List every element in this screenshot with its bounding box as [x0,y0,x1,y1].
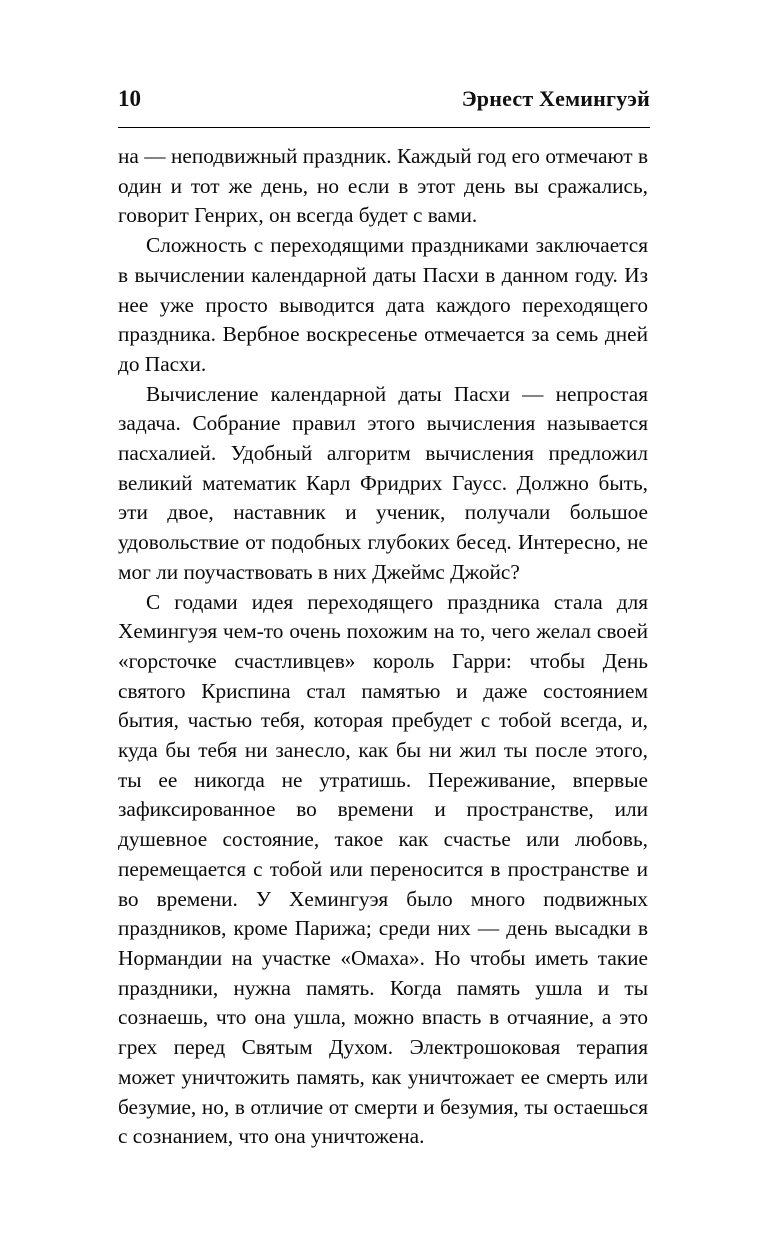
page-body [118,142,648,1152]
page-number: 10 [118,86,141,111]
paragraph: Вычисление календарной даты Пасхи — непростая задача. Собрание правил этого вычисления называется пасхалией. Удобный алгоритм вычисления предложил великий математик Карл Фридрих Гаусс. Должно быть, эти двое, наставник и ученик, получали большое удовольствие от подобных глубоких бесед. Интересно, не мог ли поучаствовать в них Джеймс Джойс? [118,381,648,584]
running-title: Эрнест Хемингуэй [461,86,650,111]
paragraph: Сложность с переходящими праздниками заключается в вычислении календарной даты Пасхи в данном году. Из нее уже просто выводится дата каждого переходящего праздника. Вербное воскресенье отмечается за семь дней до Пасхи. [118,233,648,376]
paragraph-continued: на — неподвижный праздник. Каждый год его отмечают в один и тот же день, но если в этот день вы сражались, говорит Генрих, он всегда будет с вами. [118,144,648,228]
page-header [118,86,650,120]
header-divider [118,127,650,128]
paragraph: С годами идея переходящего праздника стала для Хемингуэя чем-то очень похожим на то, чего желал своей «горсточке счастливцев» король Гарри: чтобы День святого Криспина стал памятью и даже состоянием бытия, частью тебя, которая пребудет с тобой всегда, и, куда бы тебя ни занесло, как бы ни жил ты после этого, ты ее никогда не утратишь. Переживание, впервые зафиксированное во времени и пространстве, или душевное состояние, такое как счастье или любовь, перемещается с тобой или переносится в пространстве и во времени. У Хемингуэя было много подвижных праздников, кроме Парижа; среди них — день высадки в Нормандии на участке «Омаха». Но чтобы иметь такие праздники, нужна память. Когда память ушла и ты сознаешь, что она ушла, можно впасть в отчаяние, а это грех перед Святым Духом. Электрошоковая терапия может уничтожить память, как уничтожает ее смерть или безумие, но, в отличие от смерти и безумия, ты остаешься с сознанием, что она уничтожена. [118,589,648,1149]
